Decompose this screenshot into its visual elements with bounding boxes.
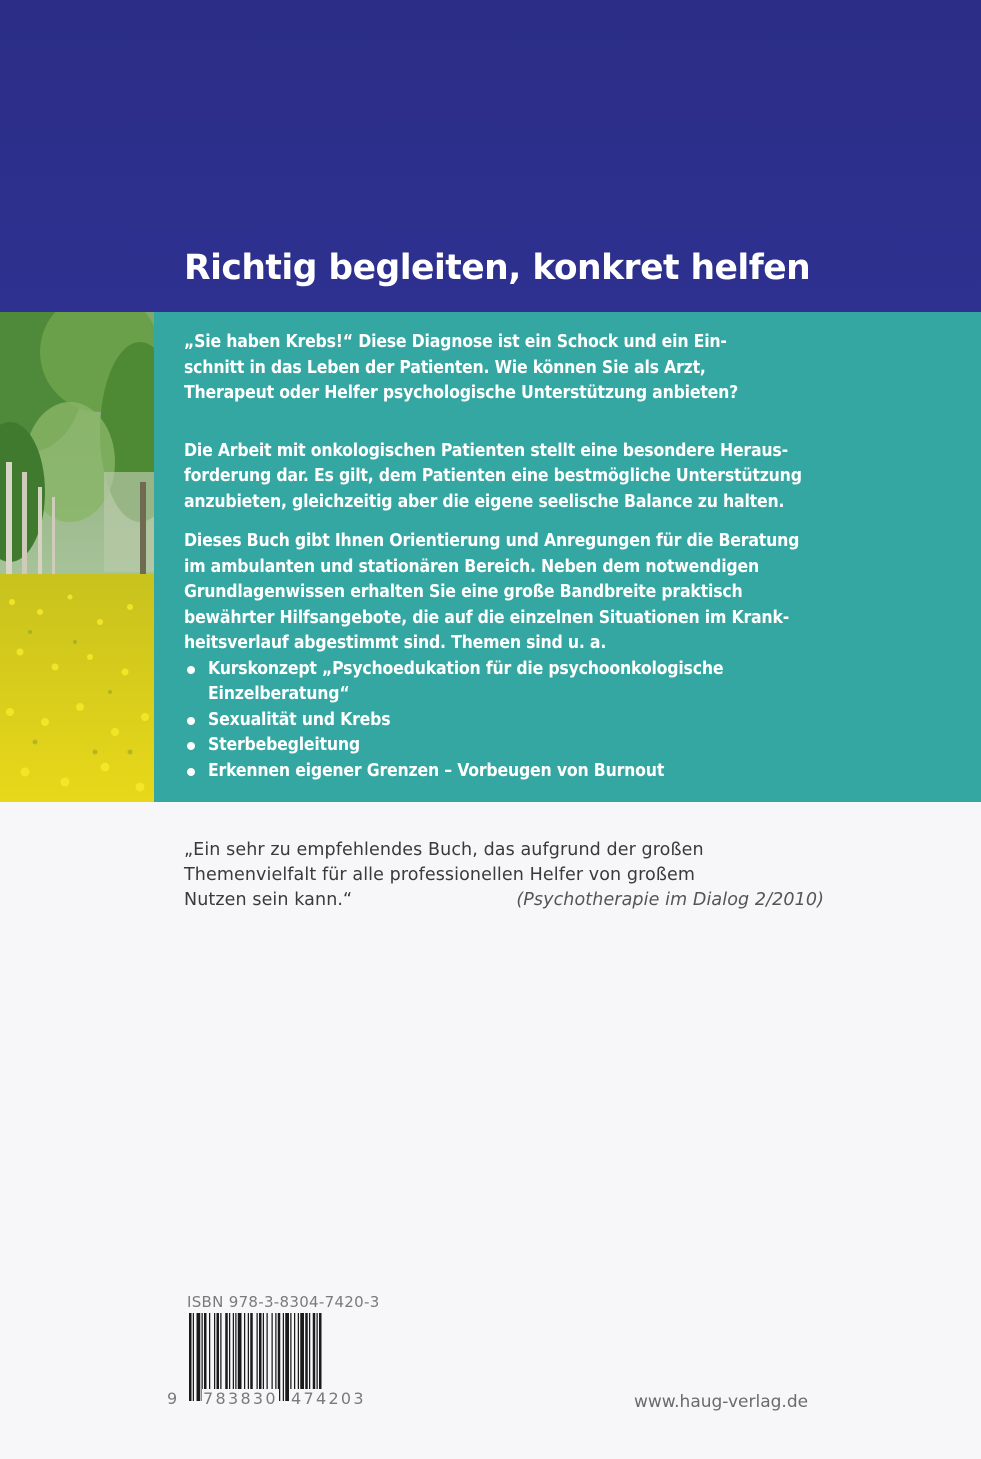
isbn-label: ISBN 978-3-8304-7420-3 — [187, 1293, 380, 1311]
topic-item — [184, 657, 824, 708]
quote-source: (Psychotherapie im Dialog 2/2010) — [516, 890, 824, 910]
topic-text: Kurskonzept „Psychoedukation für die psychoonkologische — [208, 658, 724, 679]
paragraph-line: anzubieten, gleichzeitig aber die eigene seelische Balance zu halten. — [184, 491, 785, 512]
topic-item — [184, 733, 824, 759]
topic-item — [184, 708, 824, 734]
paragraph-line: heitsverlauf abgestimmt sind. Themen sind u. a. — [184, 633, 607, 653]
paragraph-line: Die Arbeit mit onkologischen Patienten stellt eine besondere Heraus- — [184, 440, 788, 461]
intro-line: schnitt in das Leben der Patienten. Wie können Sie als Arzt, — [184, 357, 706, 378]
paragraph-line: bewährter Hilfsangebote, die auf die einzelnen Situationen im Krank- — [184, 607, 790, 628]
intro-line: „Sie haben Krebs!“ Diese Diagnose ist ein Schock und ein Ein- — [184, 332, 727, 352]
barcode-right-group: 474203 — [291, 1389, 366, 1408]
publisher-website: www.haug-verlag.de — [634, 1392, 809, 1412]
barcode-left-group: 783830 — [203, 1389, 278, 1408]
topic-item — [184, 759, 824, 785]
intro-line: Therapeut oder Helfer psychologische Unterstützung anbieten? — [184, 383, 739, 403]
paragraph-line: Grundlagenwissen erhalten Sie eine große Bandbreite praktisch — [184, 582, 743, 602]
quote-line: „Ein sehr zu empfehlendes Buch, das aufgrund der großen — [184, 840, 704, 860]
barcode-digits — [166, 1389, 381, 1411]
barcode-first-digit: 9 — [167, 1389, 180, 1408]
back-cover-headline: Richtig begleiten, konkret helfen — [184, 248, 811, 288]
quote-line: Themenvielfalt für alle professionellen Helfer von großem — [184, 865, 695, 885]
barcode — [187, 1313, 375, 1401]
quote-line: Nutzen sein kann.“ — [184, 890, 353, 910]
topic-text: Sterbebegleitung — [208, 735, 360, 755]
paragraph-line: im ambulanten und stationären Bereich. Neben dem notwendigen — [184, 556, 759, 577]
topic-text: Erkennen eigener Grenzen – Vorbeugen von Burnout — [208, 760, 665, 781]
paragraph-line: Dieses Buch gibt Ihnen Orientierung und Anregungen für die Beratung — [184, 531, 800, 551]
description-text — [184, 330, 824, 784]
meadow-photo — [0, 312, 154, 802]
topic-text-continuation: Einzelberatung“ — [208, 684, 350, 704]
topic-text: Sexualität und Krebs — [208, 709, 391, 730]
review-quote — [184, 838, 824, 913]
paragraph-line: forderung dar. Es gilt, dem Patienten eine bestmögliche Unterstützung — [184, 466, 802, 486]
topic-list — [184, 657, 824, 785]
